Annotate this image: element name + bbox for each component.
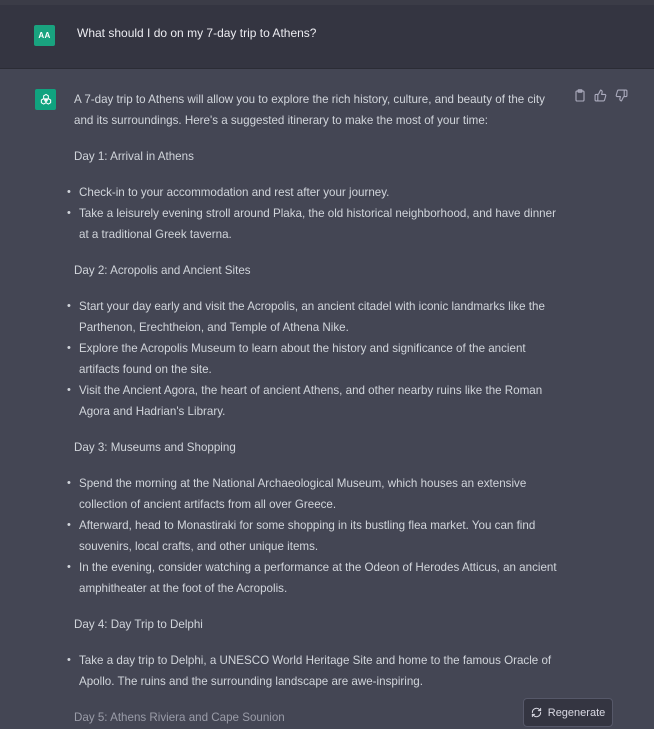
list-item [67, 380, 564, 422]
list-item [67, 203, 564, 245]
day-heading: Day 2: Acropolis and Ancient Sites [74, 264, 251, 277]
thumbs-up-icon[interactable] [593, 88, 608, 103]
list-item [67, 182, 564, 203]
list-item-text: Take a leisurely evening stroll around Plaka, the old historical neighborhood, and have dinner at a traditional Greek taverna. [79, 207, 556, 241]
list-item [67, 338, 564, 380]
message-actions [572, 88, 629, 103]
day-heading: Day 3: Museums and Shopping [74, 441, 236, 454]
regenerate-label: Regenerate [547, 706, 606, 719]
list-item [67, 557, 564, 599]
bullet-icon: • [67, 207, 71, 219]
thumbs-down-icon[interactable] [614, 88, 629, 103]
bullet-icon: • [67, 561, 71, 573]
bullet-icon: • [67, 186, 71, 198]
openai-logo-icon [35, 89, 56, 110]
list-item-text: Spend the morning at the National Archaeological Museum, which houses an extensive collection of ancient artifacts from all over Greece. [79, 477, 527, 511]
list-item-text: Check-in to your accommodation and rest after your journey. [79, 186, 390, 199]
list-item [67, 650, 564, 692]
bullet-icon: • [67, 477, 71, 489]
day-item-list [67, 650, 564, 692]
day-heading: Day 4: Day Trip to Delphi [74, 618, 203, 631]
day-heading-partial: Day 5: Athens Riviera and Cape Sounion [74, 711, 285, 724]
day-item-list [67, 182, 564, 245]
day-item-list [67, 473, 564, 599]
list-item-text: Take a day trip to Delphi, a UNESCO World Heritage Site and home to the famous Oracle of Apollo. The ruins and the surrounding landscape are awe-inspiring. [79, 654, 552, 688]
list-item-text: Start your day early and visit the Acropolis, an ancient citadel with iconic landmarks like the Parthenon, Erechtheion, and Temple of Athena Nike. [79, 300, 545, 334]
bullet-icon: • [67, 654, 71, 666]
list-item-text: In the evening, consider watching a performance at the Odeon of Herodes Atticus, an ancient amphitheater at the foot of the Acropolis. [79, 561, 557, 595]
bullet-icon: • [67, 384, 71, 396]
day-item-list [67, 296, 564, 422]
regenerate-button[interactable] [523, 698, 613, 727]
assistant-message-row [0, 69, 654, 729]
assistant-message-content [67, 89, 564, 728]
user-message-text: What should I do on my 7-day trip to Athens? [77, 26, 317, 40]
bullet-icon: • [67, 342, 71, 354]
list-item-text: Explore the Acropolis Museum to learn about the history and significance of the ancient artifacts found on the site. [79, 342, 526, 376]
refresh-icon [531, 707, 542, 718]
bullet-icon: • [67, 519, 71, 531]
list-item-text: Visit the Ancient Agora, the heart of ancient Athens, and other nearby ruins like the Roman Agora and Hadrian's Library. [79, 384, 543, 418]
list-item-text: Afterward, head to Monastiraki for some shopping in its bustling flea market. You can find souvenirs, local crafts, and other unique items. [79, 519, 536, 553]
user-message-row [0, 5, 654, 69]
list-item [67, 296, 564, 338]
day-heading: Day 1: Arrival in Athens [74, 150, 194, 163]
assistant-intro: A 7-day trip to Athens will allow you to explore the rich history, culture, and beauty of the city and its surroundings. Here's a suggested itinerary to make the most of your time: [74, 93, 545, 127]
list-item [67, 515, 564, 557]
bullet-icon: • [67, 300, 71, 312]
clipboard-icon[interactable] [572, 88, 587, 103]
list-item [67, 473, 564, 515]
user-avatar: AA [34, 25, 55, 46]
